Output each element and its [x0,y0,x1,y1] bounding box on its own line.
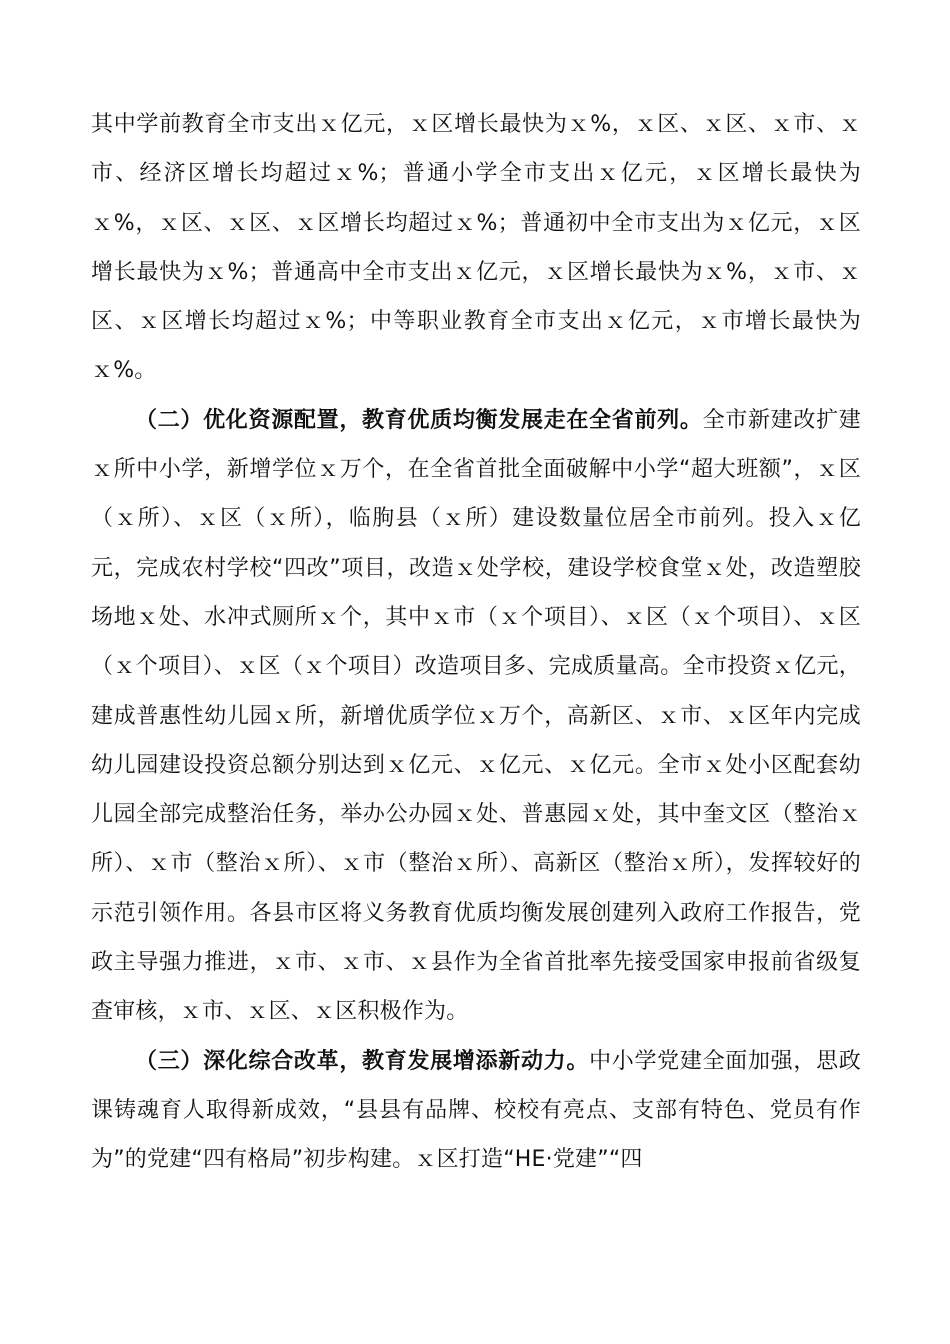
paragraph-text: 其中学前教育全市支出ｘ亿元，ｘ区增长最快为ｘ%，ｘ区、ｘ区、ｘ市、ｘ市、经济区增长均超过ｘ%；普通小学全市支出ｘ亿元，ｘ区增长最快为ｘ%，ｘ区、ｘ区、ｘ区增长均超过ｘ%；普通初中全市支出为ｘ亿元，ｘ区增长最快为ｘ%；普通高中全市支出ｘ亿元，ｘ区增长最快为ｘ%，ｘ市、ｘ区、ｘ区增长均超过ｘ%；中等职业教育全市支出ｘ亿元，ｘ市增长最快为ｘ%。 [91,112,861,384]
paragraph-text: 全市新建改扩建ｘ所中小学，新增学位ｘ万个，在全省首批全面破解中小学“超大班额”，ｘ区（ｘ所）、ｘ区（ｘ所），临朐县（ｘ所）建设数量位居全市前列。投入ｘ亿元，完成农村学校“四改”项目，改造ｘ处学校，建设学校食堂ｘ处，改造塑胶场地ｘ处、水冲式厕所ｘ个，其中ｘ市（ｘ个项目）、ｘ区（ｘ个项目）、ｘ区（ｘ个项目）、ｘ区（ｘ个项目）改造项目多、完成质量高。全市投资ｘ亿元，建成普惠性幼儿园ｘ所，新增优质学位ｘ万个，高新区、ｘ市、ｘ区年内完成幼儿园建设投资总额分别达到ｘ亿元、ｘ亿元、ｘ亿元。全市ｘ处小区配套幼儿园全部完成整治任务，举办公办园ｘ处、普惠园ｘ处，其中奎文区（整治ｘ所）、ｘ市（整治ｘ所）、ｘ市（整治ｘ所）、高新区（整治ｘ所），发挥较好的示范引领作用。各县市区将义务教育优质均衡发展创建列入政府工作报告，党政主导强力推进，ｘ市、ｘ市、ｘ县作为全省首批率先接受国家申报前省级复查审核，ｘ市、ｘ区、ｘ区积极作为。 [91,407,861,1025]
paragraph-expenditure [91,100,861,396]
paragraph-text: 中小学党建全面加强，思政课铸魂育人取得新成效，“县县有品牌、校校有亮点、支部有特色、党员有作为”的党建“四有格局”初步构建。ｘ区打造“HE·党建”“四 [91,1048,861,1173]
section-heading-3: （三）深化综合改革，教育发展增添新动力。 [135,1048,590,1074]
paragraph-comprehensive-reform [91,1037,861,1185]
document-body [91,100,861,1185]
paragraph-resource-allocation [91,396,861,1037]
section-heading-2: （二）优化资源配置，教育优质均衡发展走在全省前列。 [135,407,703,433]
